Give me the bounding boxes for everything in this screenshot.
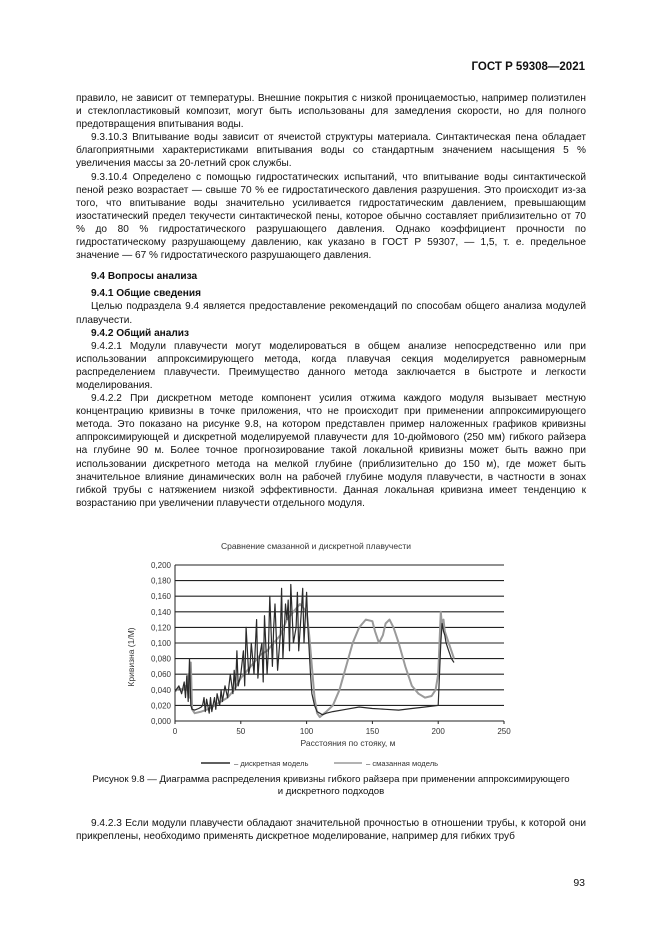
heading-9-4-1: 9.4.1 Общие сведения bbox=[91, 288, 201, 300]
chart-ylabel: Кривизна (1/М) bbox=[126, 627, 136, 687]
x-tick-label: 0 bbox=[172, 727, 178, 736]
y-tick-label: 0,020 bbox=[150, 701, 171, 711]
y-tick-label: 0,060 bbox=[150, 670, 171, 680]
paragraph-9-4-2-1: 9.4.2.1 Модули плавучести могут моделироваться в общем анализе непосредственно или при использовании аппроксимирующего метода, когда плавучая секция моделируется равномерным распределением плавучести. Преимущество данного метода заключается в быстроте и легкости моделирования. bbox=[76, 340, 586, 391]
y-tick-label: 0,200 bbox=[150, 561, 171, 570]
y-tick-label: 0,120 bbox=[150, 623, 171, 633]
curvature-chart bbox=[126, 535, 526, 775]
legend-label-smeared: – смазанная модель bbox=[366, 759, 439, 768]
body-text-tail bbox=[76, 817, 586, 843]
chart-canvas bbox=[126, 535, 526, 775]
paragraph-9-3-10-4: 9.3.10.4 Определено с помощью гидростатических испытаний, что впитывание воды синтактической пеной резко возрастает — свыше 70 % ее гидростатического давления разрушения. Это происходит из-за того, что впитывание воды значительно усиливается гидростатическим давлением, превышающим изостатический предел текучести синтактической пены, которое обычно составляет приблизительно от 70 % до 80 % гидростатического разрушающего давления. Однако коэффициент прочности по гидростатическому разрушающему давлению, как указано в ГОСТ Р 59307, — 1,5, т. е. предельное значение — 67 % гидростатического разрушающего давления. bbox=[76, 171, 586, 262]
chart-xlabel: Расстояния по стояку, м bbox=[300, 738, 396, 748]
x-tick-label: 100 bbox=[299, 727, 314, 736]
caption-line-2: и дискретного подходов bbox=[277, 786, 385, 797]
figure-caption bbox=[76, 774, 586, 798]
caption-line-1: Рисунок 9.8 — Диаграмма распределения кривизны гибкого райзера при применении аппроксимирующего bbox=[92, 774, 570, 785]
paragraph-9-4-2-2: 9.4.2.2 При дискретном методе компонент усилия отжима каждого модуля вызывает местную концентрацию кривизны в точке приложения, что не происходит при применении аппроксимирующего метода. Это показано на рисунке 9.8, на котором представлен пример наложенных графиков кривизны аппроксимирующей и дискретной моделируемой плавучести для 10-дюймового (250 мм) гибкого райзера на глубине 90 м. Более точное прогнозирование такой локальной кривизны может быть важно при использовании дискретного метода на мелкой глубине (приблизительно до 150 м), где может быть значительное влияние динамических волн на рабочей глубине модуля плавучести, в частности в зонах гибкой трубы с натяжением низкой эффективности. Данная локальная кривизна имеет тенденцию к возрастанию при увеличении плавучести отдельного модуля. bbox=[76, 393, 586, 509]
chart-title: Сравнение смазанной и дискретной плавучести bbox=[221, 541, 411, 551]
heading-9-4-2: 9.4.2 Общий анализ bbox=[91, 327, 190, 339]
y-tick-label: 0,080 bbox=[150, 654, 171, 664]
x-tick-label: 150 bbox=[365, 727, 380, 736]
y-tick-label: 0,100 bbox=[150, 639, 171, 648]
y-tick-label: 0,160 bbox=[150, 592, 171, 602]
chart-series bbox=[175, 585, 454, 718]
x-tick-label: 50 bbox=[236, 727, 246, 736]
y-tick-label: 0,140 bbox=[150, 607, 171, 617]
chart-grid bbox=[175, 565, 504, 721]
x-tick-label: 200 bbox=[431, 727, 445, 736]
body-text bbox=[76, 92, 586, 510]
legend-label-discrete: – дискретная модель bbox=[234, 759, 309, 768]
paragraph-9-4-2-3: 9.4.2.3 Если модули плавучести обладают значительной прочностью в отношении трубы, к которой они прикреплены, необходимо применять дискретное моделирование, например для гибких труб bbox=[76, 818, 586, 843]
heading-9-4: 9.4 Вопросы анализа bbox=[91, 271, 198, 283]
y-tick-label: 0,000 bbox=[150, 717, 171, 726]
document-header: ГОСТ Р 59308—2021 bbox=[471, 61, 585, 73]
paragraph-9-3-10-3: 9.3.10.3 Впитывание воды зависит от ячеистой структуры материала. Синтактическая пена обладает благоприятными характеристиками впитывания воды со стандартным значением насыщения 5 % увеличения массы за 20-летний срок службы. bbox=[76, 132, 586, 170]
x-tick-label: 250 bbox=[497, 727, 511, 736]
paragraph-continuation: правило, не зависит от температуры. Внешние покрытия с низкой проницаемостью, например полиэтилен и стеклопластиковый композит, могут быть использованы для замедления скорости, но для полного предотвращения впитывания воды. bbox=[76, 93, 586, 131]
page-number: 93 bbox=[573, 877, 585, 889]
paragraph-9-4-1: Целью подраздела 9.4 является предоставление рекомендаций по способам общего анализа модулей плавучести. bbox=[76, 301, 586, 326]
y-tick-label: 0,180 bbox=[150, 576, 171, 586]
chart-legend bbox=[201, 759, 438, 768]
y-tick-label: 0,040 bbox=[150, 685, 171, 695]
